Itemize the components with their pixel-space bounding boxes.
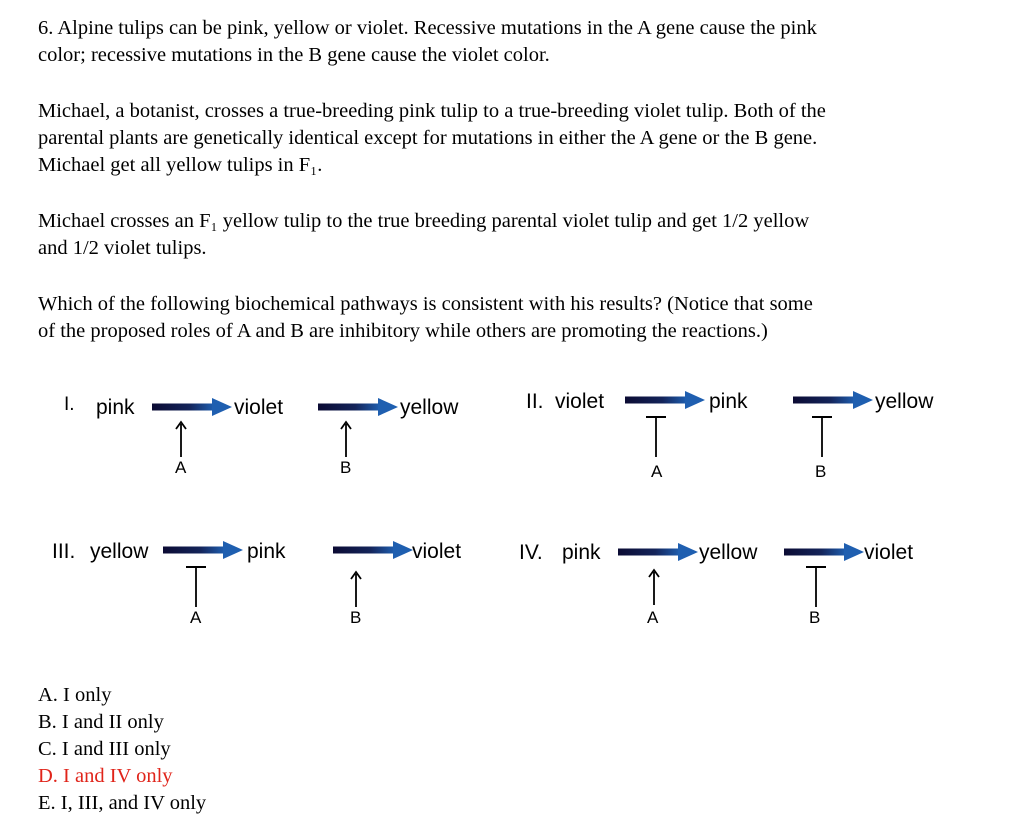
compound-label: pink <box>247 540 286 563</box>
gene-label: A <box>190 608 202 627</box>
reaction-arrow <box>625 391 705 409</box>
promote-arrow-icon <box>174 420 188 458</box>
pathway-numeral: II. <box>526 390 544 413</box>
compound-label: pink <box>709 390 748 413</box>
gene-label: A <box>647 608 659 627</box>
gene-label: A <box>651 462 663 481</box>
reaction-arrow <box>618 543 698 561</box>
compound-label: pink <box>562 541 601 564</box>
reaction-arrow <box>318 398 398 416</box>
question-prompt: Which of the following biochemical pathways is consistent with his results? (Notice that some of the proposed roles of A and B are inhibitory while others are promoting the reactions.) <box>38 293 813 342</box>
pathway-numeral: I. <box>64 394 75 415</box>
gene-label: A <box>175 458 187 477</box>
pathway-numeral: III. <box>52 540 76 563</box>
compound-label: violet <box>864 541 914 564</box>
choice-b[interactable]: B. I and II only <box>38 711 164 733</box>
pathway-numeral: IV. <box>519 541 543 564</box>
compound-label: violet <box>412 540 462 563</box>
choice-e[interactable]: E. I, III, and IV only <box>38 792 207 814</box>
reaction-arrow <box>163 541 243 559</box>
promote-arrow-icon <box>349 570 363 608</box>
inhibit-bar-icon <box>184 564 208 608</box>
compound-label: violet <box>555 390 605 413</box>
promote-arrow-icon <box>647 568 661 606</box>
question-cross-2: Michael crosses an F₁ yellow tulip to the true breeding parental violet tulip and get 1/2 yellow and 1/2 violet tulips. <box>38 210 810 259</box>
compound-label: violet <box>234 396 284 419</box>
question-intro: 6. Alpine tulips can be pink, yellow or violet. Recessive mutations in the A gene cause the pink color; recessive mutations in the B gene cause the violet color. <box>38 17 817 66</box>
gene-label: B <box>350 608 362 627</box>
compound-label: yellow <box>875 390 934 413</box>
reaction-arrow <box>784 543 864 561</box>
promote-arrow-icon <box>339 420 353 458</box>
reaction-arrow <box>152 398 232 416</box>
compound-label: pink <box>96 396 135 419</box>
choice-c[interactable]: C. I and III only <box>38 738 171 760</box>
reaction-arrow <box>333 541 413 559</box>
inhibit-bar-icon <box>804 564 828 608</box>
gene-label: B <box>815 462 827 481</box>
compound-label: yellow <box>90 540 149 563</box>
inhibit-bar-icon <box>644 414 668 458</box>
choice-a[interactable]: A. I only <box>38 684 112 706</box>
inhibit-bar-icon <box>810 414 834 458</box>
compound-label: yellow <box>400 396 459 419</box>
reaction-arrow <box>793 391 873 409</box>
choice-d-highlighted[interactable]: D. I and IV only <box>38 765 173 787</box>
gene-label: B <box>340 458 352 477</box>
question-cross-1: Michael, a botanist, crosses a true-breeding pink tulip to a true-breeding violet tulip. Both of the parental plants are genetically identical except for mutations in either the A gene or the B gene. Michael get all yellow tulips in F₁. <box>38 100 826 176</box>
gene-label: B <box>809 608 821 627</box>
compound-label: yellow <box>699 541 758 564</box>
